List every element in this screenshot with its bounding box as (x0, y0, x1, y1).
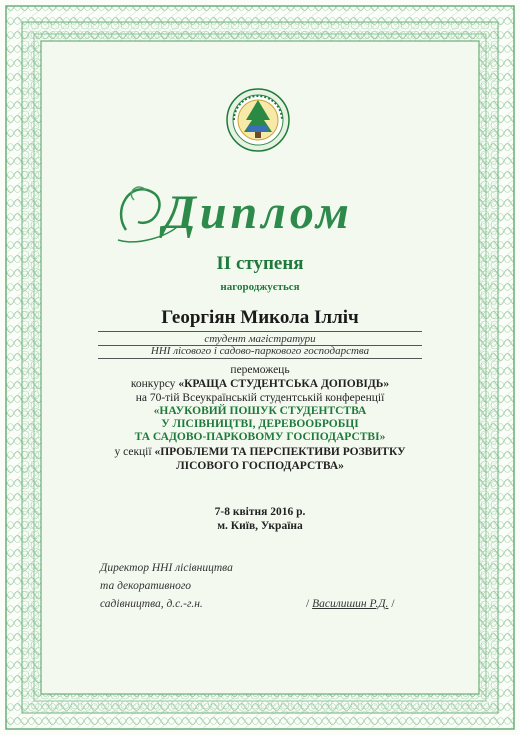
section-prefix: у секції (114, 446, 152, 458)
diploma-title-text: Диплом (163, 186, 353, 239)
conference-name-3: ТА САДОВО-ПАРКОВОМУ ГОСПОДАРСТВІ» (134, 431, 386, 443)
conference-line: на 70-тій Всеукраїнській студентській конференції (135, 392, 385, 404)
event-date: 7-8 квітня 2016 р. (214, 506, 306, 518)
conference-name-1: «НАУКОВИЙ ПОШУК СТУДЕНТСТВА (153, 405, 367, 417)
diploma-title (108, 170, 408, 250)
signatory-name-line (306, 598, 395, 610)
contest-name: «КРАЩА СТУДЕНТСЬКА ДОПОВІДЬ» (178, 378, 390, 390)
section-line (0, 446, 520, 458)
institute-underline (98, 358, 422, 359)
section-name-2: ЛІСОВОГО ГОСПОДАРСТВА» (176, 460, 344, 472)
signatory-position-2: та декоративного (100, 580, 192, 592)
diploma-degree: ІІ ступеня (216, 253, 304, 274)
conference-name-2: У ЛІСІВНИЦТВІ, ДЕРЕВООБРОБЦІ (161, 418, 359, 430)
signatory-position-1: Директор ННІ лісівництва (100, 562, 233, 574)
winner-label: переможець (230, 364, 290, 376)
signatory-position-3: садівництва, д.с.-г.н. (100, 598, 203, 610)
signatory-name-open: / (306, 598, 310, 610)
recipient-name: Георгіян Микола Ілліч (161, 307, 359, 328)
university-emblem-icon (226, 88, 290, 152)
recipient-institute: ННІ лісового і садово-паркового господарства (150, 345, 370, 357)
contest-line (0, 378, 520, 390)
event-place: м. Київ, Україна (217, 520, 303, 532)
name-underline (98, 331, 422, 332)
section-name-1: «ПРОБЛЕМИ ТА ПЕРСПЕКТИВИ РОЗВИТКУ (154, 446, 406, 458)
contest-prefix: конкурсу (130, 378, 176, 390)
recipient-status: студент магістратури (204, 333, 316, 345)
awarded-label: нагороджується (220, 281, 300, 293)
signatory-name-close: / (391, 598, 395, 610)
signatory-name: Василишин Р.Д. (312, 598, 389, 610)
